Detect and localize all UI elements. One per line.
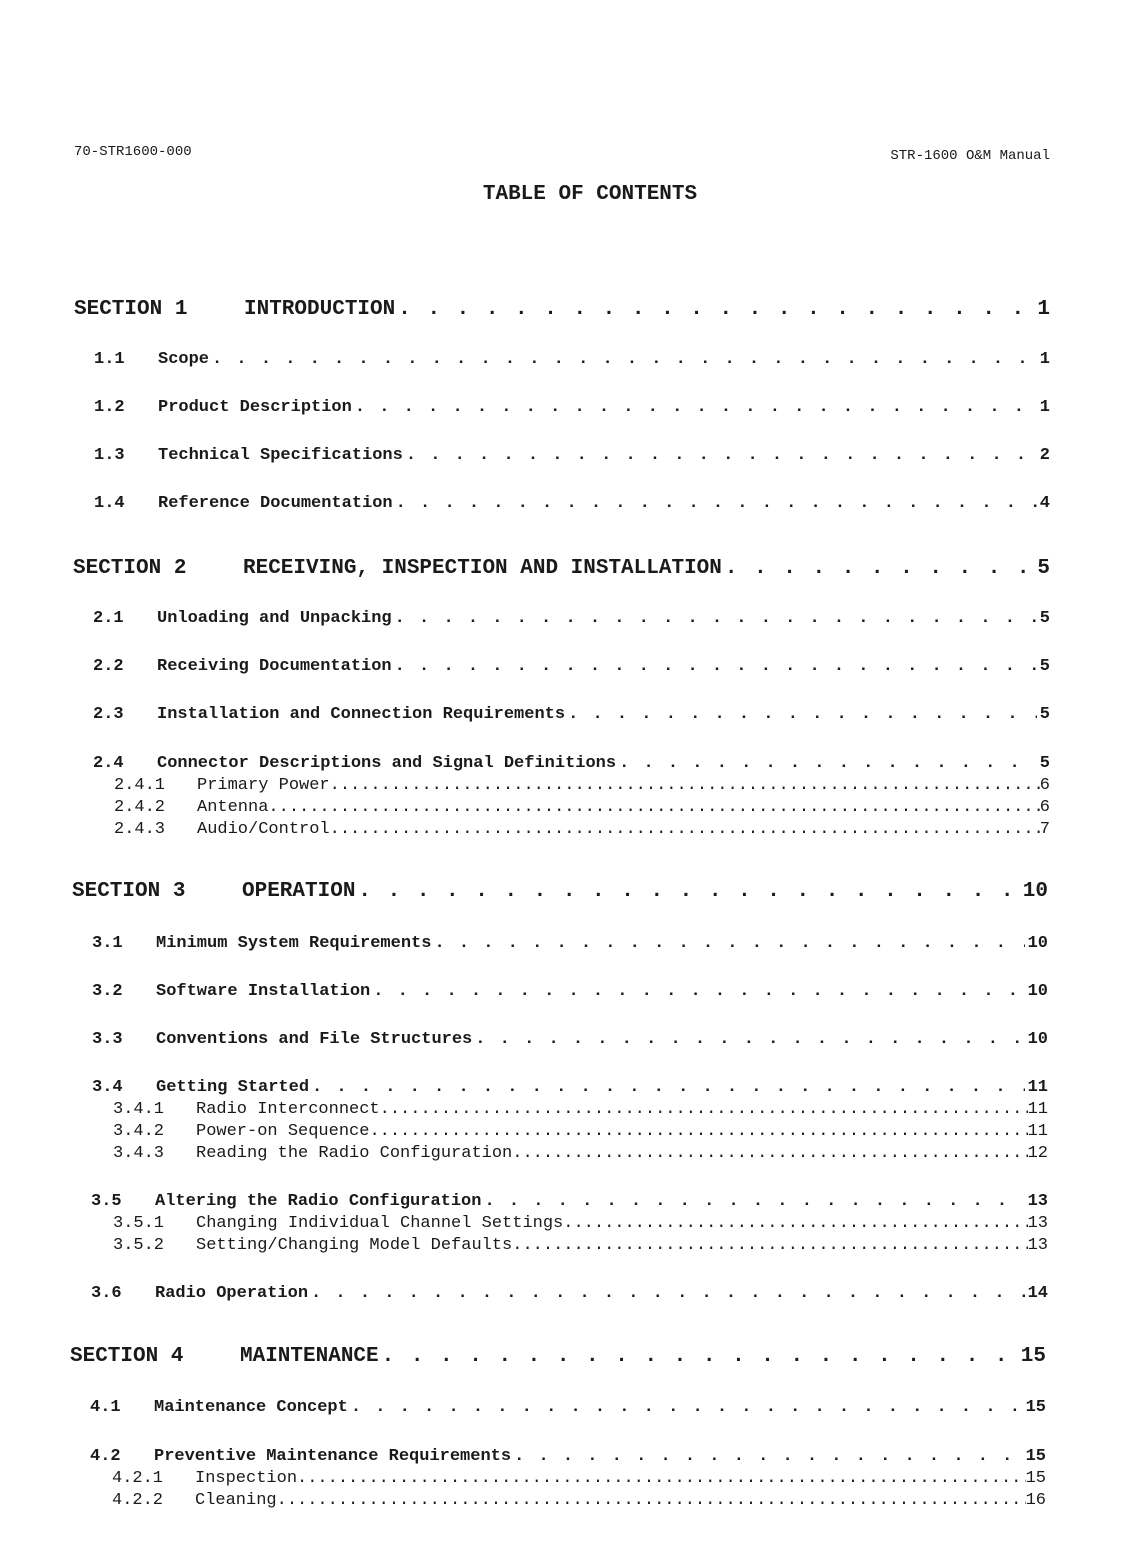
toc-label: Reference Documentation [158,494,393,513]
dot-leader [373,982,1024,1001]
toc-page: 1 [1037,298,1050,321]
toc-entry-1-3 [94,446,1050,465]
toc-label: Software Installation [156,982,371,1001]
toc-entry-3-3 [92,1030,1048,1049]
toc-page: 12 [1027,1144,1048,1163]
toc-entry-3-4 [92,1078,1048,1097]
toc-label: Scope [158,350,210,369]
toc-page: 13 [1027,1192,1048,1211]
document-number: 70-STR1600-000 [74,144,192,160]
dot-leader [380,1100,1028,1119]
dot-leader [514,1447,1023,1466]
toc-page: 5 [1039,609,1050,628]
toc-number: 3.4.2 [113,1122,165,1141]
dot-leader [475,1030,1024,1049]
toc-page: 11 [1027,1122,1048,1141]
toc-page: 5 [1039,754,1050,773]
toc-entry-2-4-1 [114,776,1050,795]
toc-page: 6 [1039,776,1050,795]
toc-number: 4.2 [90,1447,121,1466]
toc-label: Radio Interconnect [196,1100,380,1119]
toc-label: Audio/Control [197,820,330,839]
toc-number: 1.2 [94,398,125,417]
dot-leader [725,557,1035,580]
dot-leader [330,776,1040,795]
toc-page: 4 [1039,494,1050,513]
toc-page: 10 [1022,880,1048,903]
toc-label: Cleaning [195,1491,277,1510]
toc-page: 16 [1025,1491,1046,1510]
toc-number: 2.2 [93,657,124,676]
toc-label: Reading the Radio Configuration [196,1144,513,1163]
toc-label: Conventions and File Structures [156,1030,473,1049]
dot-leader [563,1214,1027,1233]
toc-label: Product Description [158,398,352,417]
toc-page: 2 [1039,446,1050,465]
toc-page: 5 [1037,557,1050,580]
dot-leader [311,1284,1025,1303]
toc-page: 15 [1025,1447,1046,1466]
toc-number: 3.5.1 [113,1214,165,1233]
toc-label: Radio Operation [155,1284,309,1303]
toc-page: 11 [1027,1078,1048,1097]
toc-label: Maintenance Concept [154,1398,348,1417]
toc-number: 3.2 [92,982,123,1001]
toc-entry-1-2 [94,398,1050,417]
dot-leader [351,1398,1023,1417]
toc-entry-3-4-2 [113,1122,1048,1141]
toc-label: MAINTENANCE [240,1345,379,1368]
toc-label: Preventive Maintenance Requirements [154,1447,512,1466]
dot-leader [406,446,1037,465]
toc-page: 1 [1039,398,1050,417]
toc-number: SECTION 3 [72,880,186,903]
dot-leader [398,298,1034,321]
toc-number: 4.1 [90,1398,121,1417]
toc-page: 10 [1027,1030,1048,1049]
toc-page: 1 [1039,350,1050,369]
toc-number: 3.6 [91,1284,122,1303]
toc-entry-2-4 [93,754,1050,773]
toc-number: 3.1 [92,934,123,953]
toc-entry-4-2-1 [112,1469,1046,1488]
dot-leader [619,754,1037,773]
toc-section-4 [70,1345,1046,1368]
toc-number: 2.3 [93,705,124,724]
toc-entry-2-4-3 [114,820,1050,839]
dot-leader [484,1192,1024,1211]
toc-number: 2.4 [93,754,124,773]
toc-number: 4.2.2 [112,1491,164,1510]
toc-entry-3-4-3 [113,1144,1048,1163]
toc-label: Connector Descriptions and Signal Definitions [157,754,617,773]
toc-page: 15 [1025,1398,1046,1417]
toc-entry-3-5-2 [113,1236,1048,1255]
toc-section-3 [72,880,1048,903]
toc-entry-1-4 [94,494,1050,513]
dot-leader [369,1122,1027,1141]
toc-entry-2-3 [93,705,1050,724]
toc-page: 14 [1027,1284,1048,1303]
toc-section-2 [73,557,1050,580]
toc-label: Getting Started [156,1078,310,1097]
dot-leader [396,494,1037,513]
toc-label: Antenna [197,798,269,817]
toc-label: OPERATION [242,880,356,903]
toc-page: 15 [1025,1469,1046,1488]
dot-leader [382,1345,1018,1368]
toc-label: Receiving Documentation [157,657,392,676]
toc-number: 1.4 [94,494,125,513]
toc-label: Altering the Radio Configuration [155,1192,482,1211]
toc-number: SECTION 2 [73,557,187,580]
toc-entry-4-1 [90,1398,1046,1417]
toc-page: 5 [1039,705,1050,724]
toc-label: Inspection [195,1469,298,1488]
dot-leader [355,398,1037,417]
toc-page: 13 [1027,1214,1048,1233]
toc-number: 4.2.1 [112,1469,164,1488]
toc-label: Power-on Sequence [196,1122,370,1141]
toc-page: 11 [1027,1100,1048,1119]
toc-label: Minimum System Requirements [156,934,432,953]
toc-section-1 [74,298,1050,321]
dot-leader [358,880,1019,903]
toc-page: 5 [1039,657,1050,676]
toc-page: 15 [1020,1345,1046,1368]
toc-number: 3.5 [91,1192,122,1211]
toc-entry-3-1 [92,934,1048,953]
dot-leader [268,798,1039,817]
toc-entry-2-4-2 [114,798,1050,817]
toc-number: 3.4.3 [113,1144,165,1163]
dot-leader [212,350,1037,369]
toc-entry-1-1 [94,350,1050,369]
toc-number: 1.3 [94,446,125,465]
toc-entry-3-2 [92,982,1048,1001]
toc-label: Installation and Connection Requirements [157,705,566,724]
toc-entry-3-6 [91,1284,1048,1303]
toc-entry-4-2 [90,1447,1046,1466]
toc-number: 2.4.2 [114,798,166,817]
toc-page: 10 [1027,934,1048,953]
toc-entry-3-4-1 [113,1100,1048,1119]
toc-page: 10 [1027,982,1048,1001]
dot-leader [395,657,1037,676]
dot-leader [568,705,1037,724]
toc-number: SECTION 1 [74,298,188,321]
dot-leader [434,934,1024,953]
dot-leader [330,820,1040,839]
toc-number: SECTION 4 [70,1345,184,1368]
toc-number: 2.4.3 [114,820,166,839]
toc-number: 3.4.1 [113,1100,165,1119]
toc-page: 6 [1039,798,1050,817]
toc-page: 13 [1027,1236,1048,1255]
dot-leader [395,609,1037,628]
toc-number: 3.3 [92,1030,123,1049]
dot-leader [297,1469,1026,1488]
toc-number: 3.4 [92,1078,123,1097]
dot-leader [512,1236,1027,1255]
dot-leader [312,1078,1025,1097]
dot-leader [512,1144,1027,1163]
toc-entry-3-5 [91,1192,1048,1211]
toc-number: 1.1 [94,350,125,369]
toc-number: 3.5.2 [113,1236,165,1255]
toc-number: 2.4.1 [114,776,166,795]
toc-label: Changing Individual Channel Settings [196,1214,564,1233]
toc-entry-2-2 [93,657,1050,676]
page-title: TABLE OF CONTENTS [482,183,698,206]
toc-label: INTRODUCTION [244,298,396,321]
toc-label: Technical Specifications [158,446,403,465]
manual-title: STR-1600 O&M Manual [890,148,1050,164]
toc-number: 2.1 [93,609,124,628]
toc-label: RECEIVING, INSPECTION AND INSTALLATION [243,557,722,580]
dot-leader [277,1491,1026,1510]
toc-entry-2-1 [93,609,1050,628]
toc-label: Setting/Changing Model Defaults [196,1236,513,1255]
toc-page: 7 [1039,820,1050,839]
toc-label: Primary Power [197,776,330,795]
toc-entry-3-5-1 [113,1214,1048,1233]
toc-entry-4-2-2 [112,1491,1046,1510]
toc-label: Unloading and Unpacking [157,609,392,628]
